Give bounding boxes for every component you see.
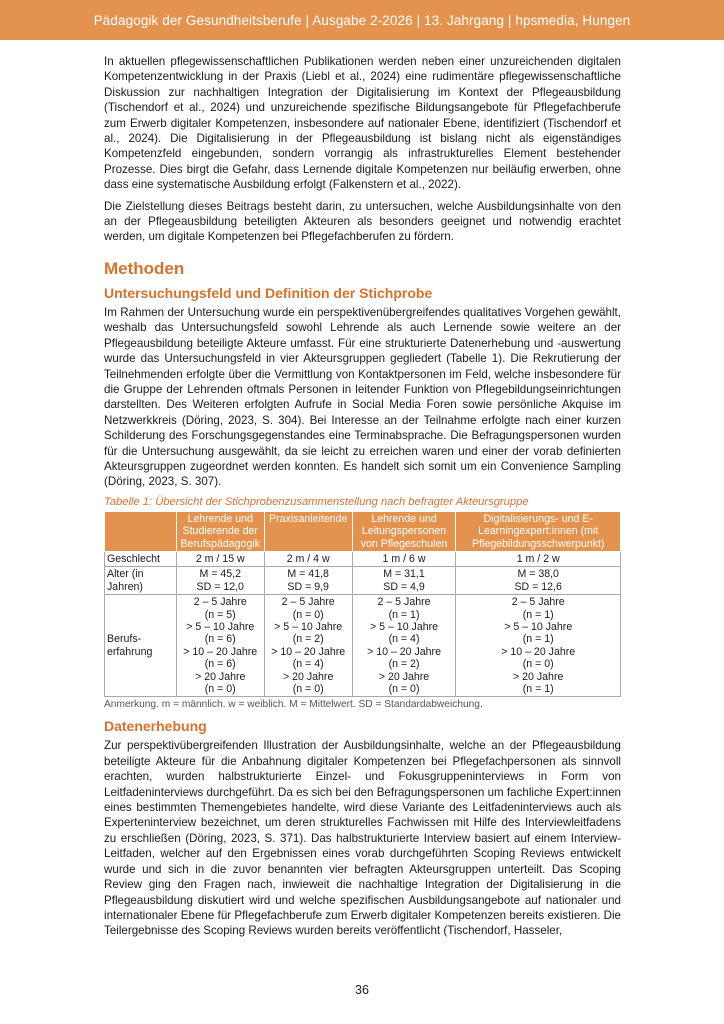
table-cell-line: > 10 – 20 Jahre	[271, 645, 346, 658]
intro-paragraph-1: In aktuellen pflegewissenschaftlichen Publikationen werden neben einer unzureichenden digitalen Kompetenzentwicklung in der Praxis (Liebl et al., 2024) eine rudimentäre pflegewissenschaftliche Diskussion zur nachhaltigen Integration der Digitalisierung im Kontext der Pflegeausbildung (Tischendorf et al., 2024) und unzureichende spezifische Bildungsangebote für Pflegefachberufe zum Erwerb digitaler Kompetenzen, insbesondere auf nationaler Ebene, identifiziert (Tischendorf et al., 2024). Die Digitalisierung in der Pflegeausbildung ist bislang nicht als eigenständiges Kompetenzfeld eingebunden, sondern vorrangig als infrastrukturelles Element bestehender Prozesse. Dies birgt die Gefahr, dass Lernende digitale Kompetenzen nur beiläufig erwerben, ohne dass eine systematische Ausbildung erfolgt (Falkenstern et al., 2022).	[104, 55, 621, 192]
table-cell-line: > 5 – 10 Jahre	[186, 621, 255, 633]
table-cell-line: > 10 – 20 Jahre	[501, 645, 576, 658]
table-cell-line: 2 – 5 Jahre	[193, 596, 247, 609]
table-cell-line: (n = 6)	[204, 633, 236, 646]
table-cell-line: (n = 4)	[292, 658, 324, 671]
table-cell-line: > 5 – 10 Jahre	[274, 621, 343, 633]
table-cell-line: > 10 – 20 Jahre	[367, 645, 441, 658]
table-header-cell: Praxisanleitende	[264, 511, 352, 551]
intro-paragraph-2: Die Zielstellung dieses Beitrags besteht darin, zu untersuchen, welche Ausbildungsinhalte von den an der Pflegeausbildung beteiligten Akteuren als besonders geeignet und notwendig erachtet werden, um digitale Kompetenzen bei Pflegefachberufen zu fördern.	[104, 199, 621, 244]
table-cell-line: 1 m / 2 w	[516, 552, 560, 565]
table-cell-line: (n = 1)	[522, 683, 554, 696]
table-cell	[264, 551, 352, 566]
table-note: Anmerkung. m = männlich. w = weiblich. M = Mittelwert. SD = Standardabweichung.	[104, 699, 483, 711]
table-cell-line: 2 – 5 Jahre	[377, 596, 431, 609]
table-cell-line: > 5 – 10 Jahre	[504, 621, 573, 633]
table-caption: Tabelle 1: Übersicht der Stichprobenzusammenstellung nach befragter Akteursgruppe	[104, 495, 529, 508]
table-cell	[176, 551, 264, 566]
table-cell-line: M = 31,1	[383, 568, 425, 581]
table-cell-line: SD = 12,6	[514, 580, 562, 593]
table-cell-line: M = 45,2	[199, 568, 242, 581]
table-cell-line: > 5 – 10 Jahre	[370, 621, 439, 633]
table-body	[105, 551, 621, 696]
table-row	[105, 595, 621, 697]
table-cell	[352, 567, 456, 595]
table-cell	[456, 595, 621, 697]
table-header-cell: Digitalisierungs- und E-Learningexpert:innen (mit Pflegebildungsschwerpunkt)	[456, 511, 621, 551]
table-cell-line: (n = 0)	[292, 608, 324, 621]
table-row-label: Berufs- erfahrung	[105, 595, 177, 697]
table-cell-line: (n = 1)	[522, 633, 554, 646]
table-header-cell: Lehrende und Leitungspersonen von Pflegeschulen	[352, 511, 456, 551]
table-cell-line: M = 38,0	[517, 568, 559, 581]
table-cell-line: SD = 9,9	[287, 580, 329, 593]
table-cell-line: M = 41,8	[287, 568, 329, 581]
table-cell-line: (n = 0)	[204, 683, 236, 696]
table-cell-line: > 20 Jahre	[513, 670, 564, 683]
table-cell	[264, 567, 352, 595]
table-cell-line: (n = 0)	[522, 658, 554, 671]
table-cell-line: (n = 2)	[292, 633, 324, 646]
table-cell-line: > 10 – 20 Jahre	[183, 645, 258, 658]
table-cell-line: 2 – 5 Jahre	[281, 596, 335, 609]
table-cell-line: (n = 1)	[388, 608, 420, 621]
table-cell	[352, 551, 456, 566]
table-cell	[456, 567, 621, 595]
table-cell-line: (n = 5)	[204, 608, 236, 621]
journal-header	[0, 0, 724, 40]
table-cell-line: > 20 Jahre	[378, 670, 430, 683]
table-cell-line: (n = 2)	[388, 658, 420, 671]
table-cell-line: 2 – 5 Jahre	[511, 596, 565, 609]
table-row	[105, 567, 621, 595]
table-cell	[456, 551, 621, 566]
sample-table	[104, 511, 621, 698]
table-cell	[264, 595, 352, 697]
section-title: Methoden	[104, 258, 185, 278]
table-cell-line: (n = 1)	[522, 608, 554, 621]
table-row-label: Geschlecht	[105, 551, 177, 566]
table-cell-line: (n = 4)	[388, 633, 420, 646]
table-cell	[176, 595, 264, 697]
data-collection-paragraph: Zur perspektivübergreifenden Illustration der Ausbildungsinhalte, welche an der Pflegeausbildung beteiligte Akteure für die Anbahnung digitaler Kompetenzen bei Pflegefachpersonen als sinnvoll erachten, wurden halbstrukturierte Einzel- und Fokusgruppeninterviews in Form von Leitfadeninterviews durchgeführt. Da es sich bei den Befragungspersonen um fachliche Expert:innen eines bestimmten Themengebietes handelte, wird diese Variante des Leitfadeninterviews auch als Experteninterview bezeichnet, um deren strukturelles Fachwissen mit Hilfe des Interviewleitfadens zu erschließen (Döring, 2023, S. 371). Das halbstrukturierte Interview basiert auf einem Interview-Leitfaden, welcher auf den Ergebnissen eines vorab durchgeführten Scoping Reviews entwickelt wurde und sich in die zuvor benannten vier befragten Akteursgruppen unterteilt. Das Scoping Review ging den Fragen nach, inwieweit die nachhaltige Integration der Digitalisierung in die Pflegeausbildung diskutiert wird und welche spezifischen Ausbildungsangebote auf nationaler und internationaler Ebene für Pflegefachberufe zum Erwerb digitaler Kompetenzen bereits existieren. Die Teilergebnisse des Scoping Reviews wurden bereits veröffentlicht (Tischendorf, Hasseler,	[104, 739, 621, 938]
table-cell-line: 2 m / 15 w	[195, 552, 245, 565]
table-cell-line: > 20 Jahre	[283, 670, 334, 683]
table-header-cell	[105, 511, 177, 551]
table-cell-line: > 20 Jahre	[195, 670, 246, 683]
table-cell-line: (n = 0)	[388, 683, 420, 696]
table-row-label: Alter (in Jahren)	[105, 567, 177, 595]
table-cell-line: (n = 6)	[204, 658, 236, 671]
journal-header-text: Pädagogik der Gesundheitsberufe | Ausgabe 2-2026 | 13. Jahrgang | hpsmedia, Hungen	[93, 12, 631, 28]
subsection-title-data-collection: Datenerhebung	[104, 718, 207, 735]
table-cell-line: SD = 12,0	[196, 580, 244, 593]
table-cell-line: 2 m / 4 w	[286, 552, 330, 565]
subsection-title-sample: Untersuchungsfeld und Definition der Stichprobe	[104, 284, 433, 301]
sample-paragraph: Im Rahmen der Untersuchung wurde ein perspektivenübergreifendes qualitatives Vorgehen gewählt, weshalb das Untersuchungsfeld sowohl Lehrende als auch Lernende sowie weitere an der Pflegeausbildung beteiligte Akteure umfasst. Für eine strukturierte Datenerhebung und -auswertung wurde das Untersuchungsfeld in vier Akteursgruppen gegliedert (Tabelle 1). Die Rekrutierung der Teilnehmenden erfolgte über die Vermittlung von Kontaktpersonen im Feld, welche insbesondere für die Gruppe der Lehrenden oftmals Personen in leitender Funktion von Pflegebildungseinrichtungen darstellten. Des Weiteren erfolgten Aufrufe in Social Media Foren sowie persönliche Akquise im Netzwerkkreis (Döring, 2023, S. 304). Bei Interesse an der Teilnahme erfolgte nach einer kurzen Schilderung des Forschungsgegenstandes eine Terminabsprache. Die Befragungspersonen wurden für die Untersuchung ausgewählt, da sie leicht zu erreichen waren und einer der vorab definierten Akteursgruppen zugeordnet werden konnten. Es handelt sich somit um ein Convenience Sampling (Döring, 2023, S. 307).	[104, 305, 621, 489]
table-header-cell: Lehrende und Studierende der Berufspädagogik	[176, 511, 264, 551]
table-cell-line: (n = 0)	[292, 683, 324, 696]
table-cell-line: 1 m / 6 w	[382, 552, 426, 565]
table-cell-line: SD = 4,9	[383, 580, 425, 593]
table-cell	[176, 567, 264, 595]
article-body	[104, 54, 621, 945]
page-number: 36	[355, 983, 369, 997]
table-row	[105, 551, 621, 566]
table-cell	[352, 595, 456, 697]
table-header-row	[105, 511, 621, 551]
